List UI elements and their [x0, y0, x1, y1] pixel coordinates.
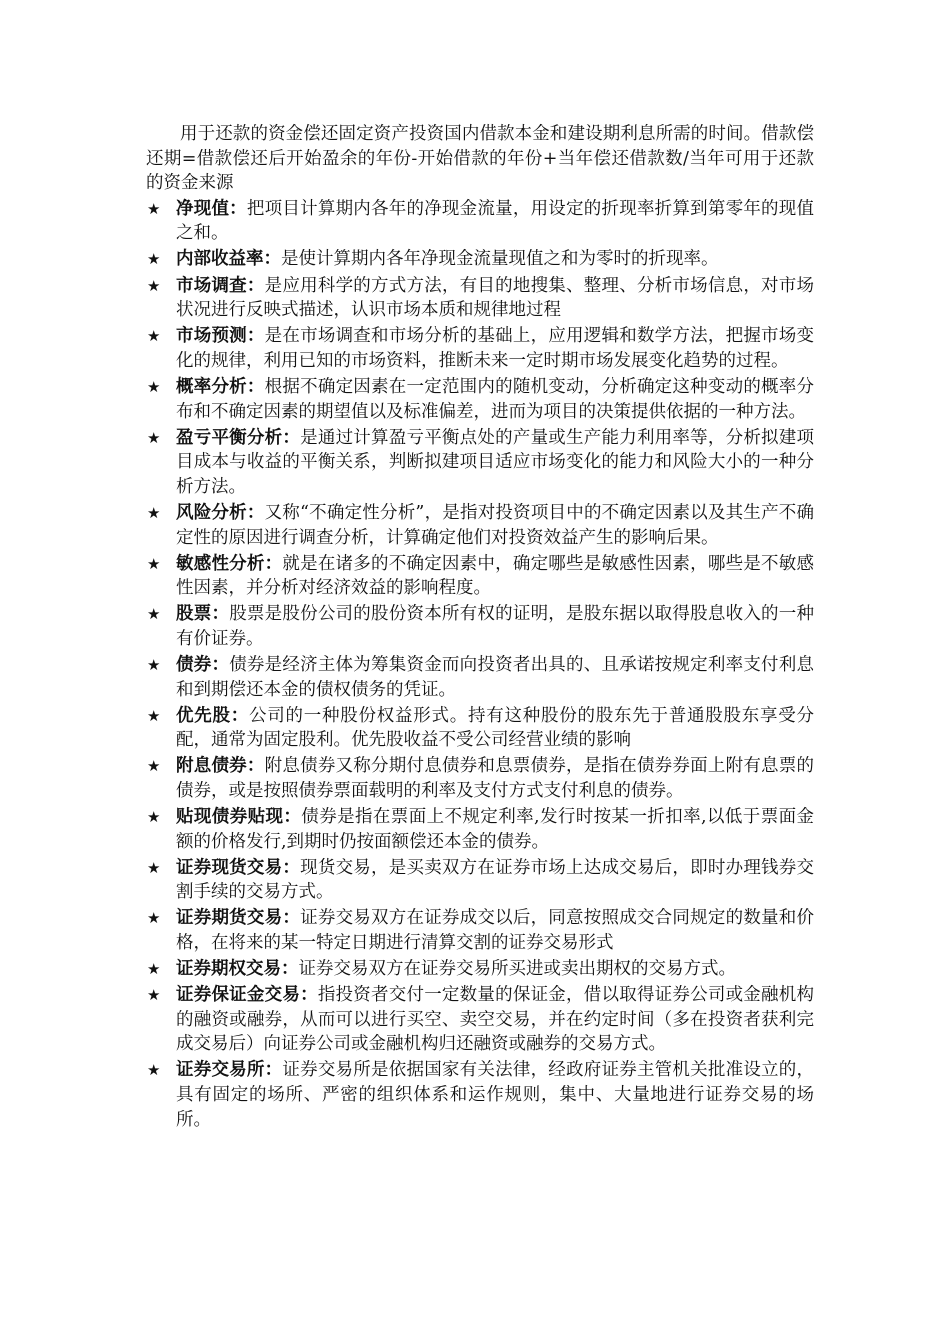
glossary-term: 附息债券： [176, 756, 265, 777]
glossary-entry [176, 552, 814, 601]
glossary-definition: 股票是股份公司的股份资本所有权的证明，是股东据以取得股息收入的一种有价证券。 [176, 604, 814, 649]
glossary-term: 优先股： [176, 705, 249, 726]
intro-paragraph: 用于还款的资金偿还固定资产投资国内借款本金和建设期利息所需的时间。借款偿还期=借款偿还后开始盈余的年份-开始借款的年份+当年偿还借款数/当年可用于还款的资金来源 [146, 124, 814, 194]
star-bullet-icon: ★ [147, 986, 161, 1005]
glossary-definition: 证券交易双方在证券交易所买进或卖出期权的交易方式。 [298, 959, 736, 980]
star-bullet-icon: ★ [147, 554, 161, 573]
glossary-entry [176, 754, 814, 803]
glossary-item [146, 197, 814, 246]
star-bullet-icon: ★ [147, 960, 161, 979]
glossary-definition: 是通过计算盈亏平衡点处的产量或生产能力利用率等，分析拟建项目成本与收益的平衡关系，判断拟建项目适应市场变化的能力和风险大小的一种分析方法。 [176, 427, 815, 497]
glossary-term: 敏感性分析： [176, 553, 283, 574]
glossary-term: 债券： [176, 654, 230, 675]
star-bullet-icon: ★ [147, 327, 161, 346]
glossary-item [146, 501, 814, 550]
glossary-item [146, 274, 814, 323]
glossary-item [146, 754, 814, 803]
glossary-entry [176, 602, 814, 651]
star-bullet-icon: ★ [147, 605, 161, 624]
star-bullet-icon: ★ [147, 250, 161, 269]
glossary-entry [176, 197, 814, 246]
glossary-entry [176, 247, 814, 272]
glossary-definition: 指投资者交付一定数量的保证金，借以取得证券公司或金融机构的融资或融券，从而可以进行买空、卖空交易，并在约定时间（多在投资者获利完成交易后）向证券公司或金融机构归还融资或融券的交易方式。 [176, 985, 814, 1055]
glossary-term: 市场预测： [176, 326, 265, 347]
star-bullet-icon: ★ [147, 377, 161, 396]
glossary-entry [176, 957, 814, 982]
glossary-term: 证券交易所： [176, 1060, 283, 1081]
glossary-definition: 附息债券又称分期付息债券和息票债券，是指在债券券面上附有息票的债券，或是按照债券票面载明的利率及支付方式支付利息的债券。 [176, 756, 815, 801]
glossary-entry [176, 501, 814, 550]
glossary-item [146, 1058, 814, 1132]
glossary-entry [176, 704, 814, 753]
glossary-term: 内部收益率： [176, 249, 281, 270]
star-bullet-icon: ★ [147, 858, 161, 877]
glossary-item [146, 426, 814, 500]
glossary-item [146, 653, 814, 702]
glossary-term: 证券期货交易： [176, 908, 301, 929]
glossary-definition: 把项目计算期内各年的净现金流量，用设定的折现率折算到第零年的现值之和。 [176, 198, 815, 244]
glossary-term: 净现值： [176, 198, 247, 219]
star-bullet-icon: ★ [147, 808, 161, 827]
glossary-definition: 债券是指在票面上不规定利率,发行时按某一折扣率,以低于票面金额的价格发行,到期时仍按面额偿还本金的债券。 [176, 807, 815, 852]
glossary-term: 盈亏平衡分析： [176, 427, 301, 448]
glossary-definition: 就是在诸多的不确定因素中，确定哪些是敏感性因素，哪些是不敏感性因素，并分析对经济效益的影响程度。 [176, 553, 815, 599]
glossary-entry [176, 906, 814, 955]
glossary-term: 贴现债券贴现： [176, 807, 302, 828]
star-bullet-icon: ★ [147, 1061, 161, 1080]
glossary-definition: 又称“不确定性分析”，是指对投资项目中的不确定因素以及其生产不确定性的原因进行调查分析，计算确定他们对投资效益产生的影响后果。 [176, 502, 814, 548]
glossary-item [146, 856, 814, 905]
star-bullet-icon: ★ [147, 199, 161, 218]
glossary-entry [176, 324, 814, 373]
star-bullet-icon: ★ [147, 655, 161, 674]
glossary-item [146, 602, 814, 651]
glossary-entry [176, 856, 814, 905]
glossary-definition: 债券是经济主体为筹集资金而向投资者出具的、且承诺按规定利率支付利息和到期偿还本金的债权债务的凭证。 [176, 654, 814, 700]
glossary-definition: 证券交易双方在证券成交以后，同意按照成交合同规定的数量和价格，在将来的某一特定日期进行清算交割的证券交易形式 [176, 908, 815, 953]
star-bullet-icon: ★ [147, 428, 161, 447]
glossary-term: 市场调查： [176, 275, 265, 296]
glossary-item [146, 247, 814, 272]
glossary-item [146, 983, 814, 1057]
star-bullet-icon: ★ [147, 757, 161, 776]
glossary-item [146, 957, 814, 982]
glossary-definition: 证券交易所是依据国家有关法律，经政府证券主管机关批准设立的，具有固定的场所、严密的组织体系和运作规则，集中、大量地进行证券交易的场所。 [176, 1060, 815, 1130]
glossary-term: 证券期权交易： [176, 959, 299, 980]
glossary-item [146, 552, 814, 601]
star-bullet-icon: ★ [147, 909, 161, 928]
glossary-definition: 公司的一种股份权益形式。持有这种股份的股东先于普通股股东享受分配，通常为固定股利。优先股收益不受公司经营业绩的影响 [176, 705, 814, 751]
glossary-definition: 是在市场调查和市场分析的基础上，应用逻辑和数学方法，把握市场变化的规律，利用已知的市场资料，推断未来一定时期市场发展变化趋势的过程。 [176, 326, 815, 371]
glossary-definition: 是使计算期内各年净现金流量现值之和为零时的折现率。 [281, 249, 719, 270]
star-bullet-icon: ★ [147, 276, 161, 295]
glossary-item [146, 805, 814, 854]
glossary-entry [176, 805, 814, 854]
glossary-entry [176, 1058, 814, 1132]
glossary-item [146, 906, 814, 955]
glossary-entry [176, 983, 814, 1057]
glossary-entry [176, 426, 814, 500]
glossary-term: 股票： [176, 604, 230, 625]
glossary-definition: 是应用科学的方式方法，有目的地搜集、整理、分析市场信息，对市场状况进行反映式描述，认识市场本质和规律地过程 [176, 275, 815, 321]
glossary-entry [176, 375, 814, 424]
glossary-definition: 根据不确定因素在一定范围内的随机变动，分析确定这种变动的概率分布和不确定因素的期望值以及标准偏差，进而为项目的决策提供依据的一种方法。 [176, 376, 815, 422]
glossary-item [146, 324, 814, 373]
star-bullet-icon: ★ [147, 706, 161, 725]
glossary-entry [176, 274, 814, 323]
glossary-term: 证券现货交易： [176, 857, 301, 878]
star-bullet-icon: ★ [147, 503, 161, 522]
glossary-item [146, 704, 814, 753]
glossary-term: 风险分析： [176, 502, 265, 523]
glossary-term: 概率分析： [176, 376, 265, 397]
glossary-item [146, 375, 814, 424]
document-body [146, 122, 814, 1134]
glossary-term: 证券保证金交易： [176, 985, 318, 1006]
glossary-definition: 现货交易，是买卖双方在证券市场上达成交易后，即时办理钱券交割手续的交易方式。 [176, 857, 815, 903]
glossary-list [146, 197, 814, 1132]
glossary-entry [176, 653, 814, 702]
